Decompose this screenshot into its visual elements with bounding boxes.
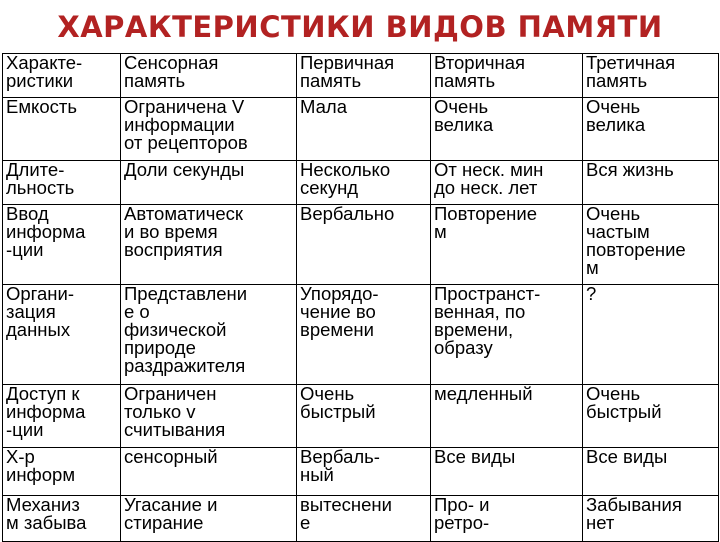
table-row bbox=[3, 285, 719, 385]
table-cell: Мала bbox=[297, 98, 431, 161]
table-cell: Очень частым повторение м bbox=[583, 205, 719, 285]
header-primary-memory: Первичная память bbox=[297, 54, 431, 98]
row-label: Органи- зация данных bbox=[3, 285, 121, 385]
row-label: Емкость bbox=[3, 98, 121, 161]
table-cell: Повторение м bbox=[431, 205, 583, 285]
header-characteristics: Характе- ристики bbox=[3, 54, 121, 98]
table-row bbox=[3, 385, 719, 448]
header-tertiary-memory: Третичная память bbox=[583, 54, 719, 98]
table-cell: Автоматическ и во время восприятия bbox=[121, 205, 297, 285]
table-cell: сенсорный bbox=[121, 448, 297, 496]
table-cell: Упорядо- чение во времени bbox=[297, 285, 431, 385]
table-cell: Вербально bbox=[297, 205, 431, 285]
table-cell: ? bbox=[583, 285, 719, 385]
row-label: Доступ к информа -ции bbox=[3, 385, 121, 448]
table-cell: Очень велика bbox=[583, 98, 719, 161]
row-label: Длите- льность bbox=[3, 161, 121, 205]
row-label: Механиз м забыва bbox=[3, 496, 121, 542]
table-cell: Несколько секунд bbox=[297, 161, 431, 205]
table-row bbox=[3, 161, 719, 205]
table-cell: Очень быстрый bbox=[297, 385, 431, 448]
table-cell: Ограничен только v считывания bbox=[121, 385, 297, 448]
header-secondary-memory: Вторичная память bbox=[431, 54, 583, 98]
table-cell: Ограничена V информации от рецепторов bbox=[121, 98, 297, 161]
table-cell: Вербаль- ный bbox=[297, 448, 431, 496]
table-row bbox=[3, 496, 719, 542]
table-cell: Очень быстрый bbox=[583, 385, 719, 448]
table-row bbox=[3, 448, 719, 496]
table-cell: Все виды bbox=[431, 448, 583, 496]
table-row bbox=[3, 98, 719, 161]
table-cell: медленный bbox=[431, 385, 583, 448]
row-label: Ввод информа -ции bbox=[3, 205, 121, 285]
table-cell: Вся жизнь bbox=[583, 161, 719, 205]
table-cell: Забывания нет bbox=[583, 496, 719, 542]
table-cell: Угасание и стирание bbox=[121, 496, 297, 542]
table-cell: От неск. мин до неск. лет bbox=[431, 161, 583, 205]
table-cell: вытеснени е bbox=[297, 496, 431, 542]
table-cell: Доли секунды bbox=[121, 161, 297, 205]
page-title: ХАРАКТЕРИСТИКИ ВИДОВ ПАМЯТИ bbox=[57, 10, 663, 44]
table-cell: Все виды bbox=[583, 448, 719, 496]
table-cell: Пространст- венная, по времени, образу bbox=[431, 285, 583, 385]
table-row bbox=[3, 205, 719, 285]
table-header-row bbox=[3, 54, 719, 98]
table-cell: Представлени е о физической природе раздражителя bbox=[121, 285, 297, 385]
table-cell: Очень велика bbox=[431, 98, 583, 161]
header-sensory-memory: Сенсорная память bbox=[121, 54, 297, 98]
table-cell: Про- и ретро- bbox=[431, 496, 583, 542]
row-label: Х-р информ bbox=[3, 448, 121, 496]
memory-types-table bbox=[2, 53, 719, 542]
